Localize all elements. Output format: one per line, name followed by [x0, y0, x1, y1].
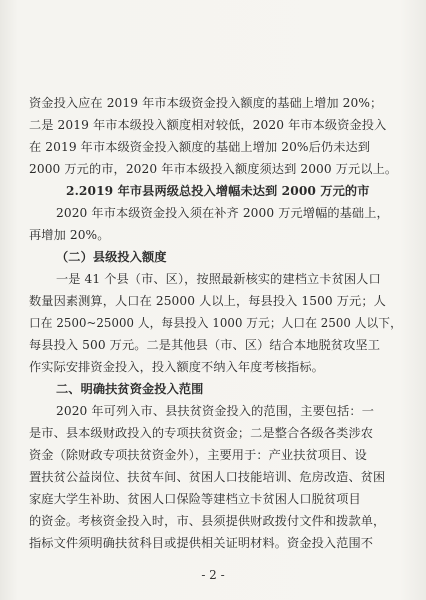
body-line-18: 置扶贫公益岗位、扶贫车间、贫困人口技能培训、危房改造、贫困	[29, 470, 386, 484]
body-line-15: 2020 年可列入市、县扶贫资金投入的范围，主要包括：一	[56, 404, 375, 418]
body-line-4: 2000 万元的市，2020 年市本级投入额度须达到 2000 万元以上。	[29, 162, 398, 176]
body-line-17: 资金（除财政专项扶贫资金外），主要用于：产业扶贫项目、设	[29, 448, 367, 462]
body-line-1: 资金投入应在 2019 年市本级资金投入额度的基础上增加 20%；	[29, 96, 383, 110]
body-line-21: 指标文件须明确扶贫科目或提供相关证明材料。资金投入范围不	[29, 536, 374, 550]
body-line-3: 在 2019 年市本级资金投入额度的基础上增加 20%后仍未达到	[29, 140, 371, 154]
body-line-10: 数量因素测算，人口在 25000 人以上，每县投入 1500 万元；人	[29, 294, 386, 308]
body-line-7: 再增加 20%。	[29, 228, 110, 242]
body-line-11: 口在 2500~25000 人，每县投入 1000 万元；人口在 2500 人以下，	[29, 316, 402, 330]
subheading-2-2019: 2.2019 年市县两级总投入增幅未达到 2000 万元的市	[66, 184, 370, 198]
section-heading-county: （二）县级投入额度	[56, 250, 167, 264]
body-line-9: 一是 41 个县（市、区），按照最新核实的建档立卡贫困人口	[56, 272, 381, 286]
body-line-20: 的资金。考核资金投入时，市、县须提供财政拨付文件和拨款单，	[29, 514, 386, 528]
body-line-19: 家庭大学生补助、贫困人口保险等建档立卡贫困人口脱贫项目	[29, 492, 361, 506]
body-line-16: 是市、县本级财政投入的专项扶贫资金；二是整合各级各类涉农	[29, 426, 374, 440]
section-heading-2: 二、明确扶贫资金投入范围	[56, 382, 204, 396]
body-line-2: 二是 2019 年市本级投入额度相对较低，2020 年市本级资金投入	[29, 118, 387, 132]
body-line-13: 作实际安排资金投入，投入额度不纳入年度考核指标。	[29, 360, 324, 374]
body-line-12: 每县投入 500 万元。二是其他县（市、区）结合本地脱贫攻坚工	[29, 338, 380, 352]
page-number: - 2 -	[201, 568, 225, 582]
body-line-6: 2020 年市本级资金投入须在补齐 2000 万元增幅的基础上，	[56, 206, 389, 220]
